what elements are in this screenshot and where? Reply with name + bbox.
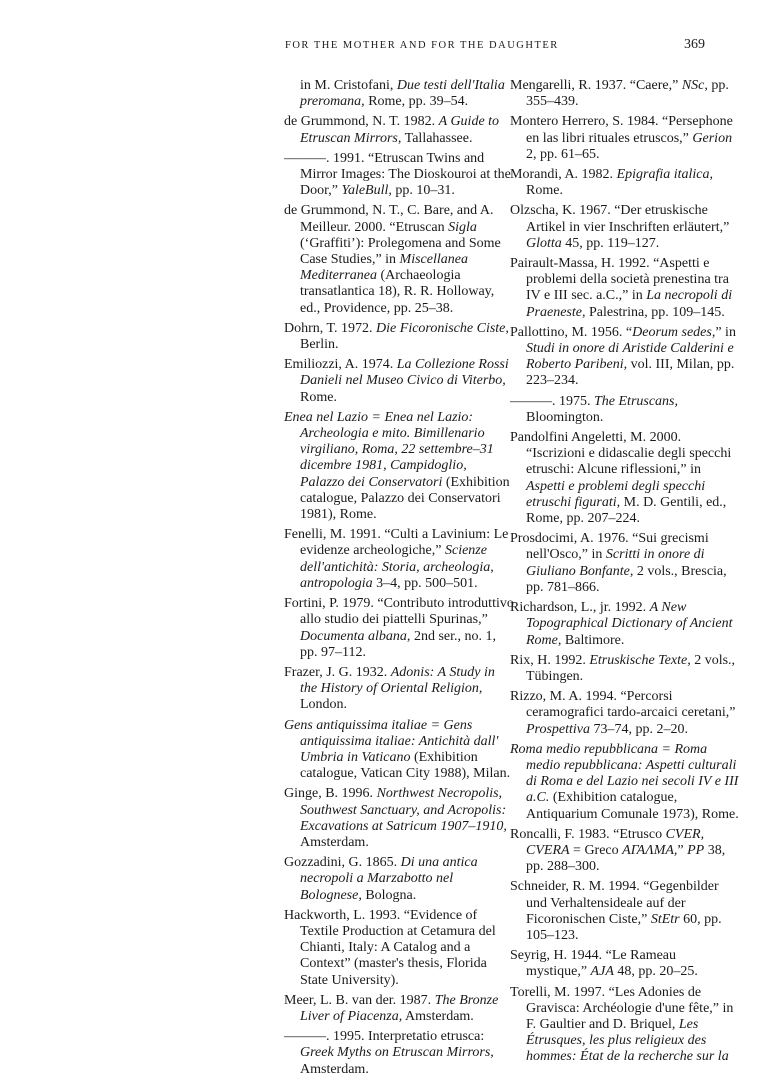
bibliography-entry (510, 256, 740, 321)
entry-text: Olzscha, K. 1967. “Der etruskische Artikel in vier Inschriften erläutert,” (510, 203, 730, 235)
entry-text: Pairault-Massa, H. 1992. “Aspetti e problemi della società prenestina tra IV e III sec. a.C.,” in (510, 256, 729, 304)
bibliography-entry (510, 430, 740, 527)
entry-text: Montero Herrero, S. 1984. “Persephone en las libri rituales etruscos,” (510, 114, 733, 146)
bibliography-entry (510, 827, 740, 876)
entry-text: Fenelli, M. 1991. “Culti a Lavinium: Le evidenze archeologiche,” (284, 527, 509, 559)
entry-title-italic: Di una antica necropoli a Marzabotto nel Bolognese, (300, 855, 478, 903)
entry-title-italic: Due testi dell'Italia preromana, (300, 78, 505, 110)
entry-text: Bloomington. (526, 409, 604, 425)
entry-text: Frazer, J. G. 1932. (284, 664, 391, 680)
entry-title-italic: CVER, CVERA (526, 826, 705, 858)
entry-text: Torelli, M. 1997. “Les Adonies de Gravisca: Archéologie d'une fête,” in F. Gaultier and D. Briquel, (510, 984, 734, 1032)
entry-text: Rome. (526, 183, 563, 199)
bibliography-entry (284, 993, 514, 1025)
entry-title-italic: Scienze dell'antichità: Storia, archeologia, antropologia (300, 543, 494, 591)
bibliography-entry (510, 689, 740, 738)
entry-text: Rix, H. 1992. (510, 652, 590, 668)
entry-text: 45, pp. 119–127. (561, 235, 660, 251)
entry-text: Schneider, R. M. 1994. “Gegenbilder und Verhaltensideale auf der Ficoronischen Ciste,” (510, 879, 719, 927)
entry-text: 3–4, pp. 500–501. (372, 575, 478, 591)
entry-title-italic: Glotta (526, 235, 562, 251)
entry-text: in M. Cristofani, (300, 78, 397, 93)
entry-text: Ginge, B. 1996. (284, 786, 377, 802)
entry-title-italic: StEtr (650, 911, 680, 927)
bibliography-entry (284, 203, 514, 316)
entry-text: Tallahassee. (401, 130, 473, 146)
entry-title-italic: Northwest Necropolis, Southwest Sanctuary, and Acropolis: Excavations at Satricum 1907–1910, (300, 786, 507, 834)
bibliography-entry (510, 985, 740, 1066)
entry-title-italic: Studi in onore di Aristide Calderini e Roberto Paribeni, (526, 341, 734, 373)
entry-text: 2nd ser., no. 1, pp. 97–112. (300, 628, 496, 660)
entry-text: (Archaeologia transatlantica 18), R. R. Holloway, ed., Providence, pp. 25–38. (300, 268, 495, 316)
bibliography-entry (510, 600, 740, 649)
entry-title-italic: A New Topographical Dictionary of Ancient Rome, (526, 600, 733, 648)
bibliography-entry (510, 879, 740, 944)
entry-title-italic: Scritti in onore di Giuliano Bonfante, (526, 547, 705, 579)
entry-text: Palestrina, pp. 109–145. (585, 304, 725, 320)
entry-title-italic: Prospettiva (526, 721, 591, 737)
entry-text: Mengarelli, R. 1937. “Caere,” (510, 78, 682, 93)
entry-title-italic: Etruskische Texte, (589, 652, 691, 668)
entry-text: ” in (715, 324, 736, 340)
page-number: 369 (684, 37, 705, 52)
entry-title-italic: Deorum sedes, (632, 324, 716, 340)
bibliography-entry (510, 203, 740, 252)
bibliography-entry (510, 653, 740, 685)
entry-title-italic: Miscellanea Mediterranea (300, 252, 468, 284)
entry-text: Roncalli, F. 1983. “Etrusco (510, 826, 666, 842)
entry-text: ———. 1975. (510, 393, 594, 409)
entry-title-italic: Sigla (448, 219, 477, 235)
running-head: FOR THE MOTHER AND FOR THE DAUGHTER (285, 40, 559, 51)
bibliography-entry (284, 786, 514, 851)
entry-text: Pallottino, M. 1956. “ (510, 324, 633, 340)
entry-text: Morandi, A. 1982. (510, 167, 617, 183)
entry-text: 48, pp. 20–25. (613, 964, 698, 980)
entry-title-italic: Roma medio repubblicana = Roma medio repubblicana: Aspetti culturali di Roma e del Lazio nei secoli IV e III a.C. (510, 741, 739, 806)
bibliography-entry (284, 114, 514, 146)
bibliography-entry (284, 1029, 514, 1078)
entry-text: Rome, pp. 39–54. (364, 94, 469, 110)
entry-title-italic: Enea nel Lazio = Enea nel Lazio: Archeologia e mito. Bimillenario virgiliano, Roma, 22 settembre–31 dicembre 1981, Campidoglio, Palazzo dei Conservatori (284, 409, 494, 490)
bibliography-entry (510, 78, 740, 110)
entry-text: (‘Graffiti’): Prolegomena and Some Case Studies,” in (300, 235, 501, 268)
bibliography-entry (284, 78, 514, 110)
bibliography-entry (284, 718, 514, 783)
entry-title-italic: NSc, (681, 78, 708, 93)
entry-text: Dohrn, T. 1972. (284, 320, 377, 336)
entry-text: Prosdocimi, A. 1976. “Sui grecismi nell'Osco,” in (510, 531, 709, 563)
bibliography-entry (284, 908, 514, 989)
bibliography-entry (510, 531, 740, 596)
entry-text: (Exhibition catalogue, Palazzo dei Conservatori 1981), Rome. (300, 474, 510, 523)
bibliography-entry (284, 410, 514, 523)
bibliography-entry (510, 114, 740, 163)
bibliography-column-right (510, 78, 740, 1070)
bibliography-entry (284, 596, 514, 661)
bibliography-entry (510, 948, 740, 980)
entry-text: Meer, L. B. van der. 1987. (284, 992, 435, 1008)
entry-title-italic: The Bronze Liver of Piacenza, (300, 992, 499, 1024)
bibliography-entry (284, 151, 514, 200)
entry-text: 2 vols., Brescia, pp. 781–866. (526, 563, 727, 595)
bibliography-entry (510, 167, 740, 199)
entry-title-italic: Greek Myths on Etruscan Mirrors, (300, 1045, 494, 1061)
entry-text: Rizzo, M. A. 1994. “Percorsi ceramografici tardo-arcaici ceretani,” (510, 689, 736, 721)
entry-text: London. (300, 697, 348, 713)
entry-title-italic: The Etruscans, (594, 393, 678, 409)
entry-title-italic: La necropoli di Praeneste, (526, 288, 733, 320)
entry-title-italic: La Collezione Rossi Danieli nel Museo Civico di Viterbo, (300, 357, 509, 389)
entry-text: de Grummond, N. T. 1982. (284, 114, 439, 130)
entry-text: 73–74, pp. 2–20. (590, 721, 689, 737)
entry-text: Berlin. (300, 337, 339, 353)
entry-text: 60, pp. 105–123. (526, 911, 722, 943)
entry-title-italic: Gerion (692, 130, 733, 146)
entry-title-italic: Aspetti e problemi degli specchi etruschi figurati, (526, 478, 706, 510)
bibliography-column-left (284, 78, 514, 1082)
entry-title-italic: AJA (590, 964, 614, 980)
bibliography-entry (284, 665, 514, 714)
entry-text: Amsterdam. (300, 834, 369, 850)
entry-text: 2 vols., Tübingen. (526, 652, 736, 684)
entry-title-italic: PP (687, 842, 705, 858)
entry-text: vol. III, Milan, pp. 223–234. (526, 357, 735, 389)
entry-text: Baltimore. (561, 632, 625, 648)
entry-title-italic: Epigrafia italica, (616, 167, 714, 183)
entry-text: Gozzadini, G. 1865. (284, 855, 401, 871)
entry-text: Amsterdam. (300, 1061, 369, 1077)
bibliography-entry (284, 527, 514, 592)
entry-text: = Greco (569, 842, 623, 858)
entry-text: Richardson, L., jr. 1992. (510, 600, 650, 616)
entry-text: ———. 1991. “Etruscan Twins and Mirror Images: The Dioskouroi at the Door,” (284, 150, 511, 199)
entry-text: 2, pp. 61–65. (526, 146, 600, 162)
bibliography-entry (510, 742, 740, 823)
bibliography-entry (510, 394, 740, 426)
entry-title-italic: Die Ficoronische Ciste, (376, 320, 509, 336)
bibliography-entry (284, 855, 514, 904)
entry-text: (Exhibition catalogue, Antiquarium Comunale 1973), Rome. (526, 790, 739, 822)
entry-text: Fortini, P. 1979. “Contributo introduttivo allo studio dei piattelli Spurinas,” (284, 596, 514, 628)
entry-text: pp. 355–439. (526, 78, 729, 110)
entry-title-italic: Gens antiquissima italiae = Gens antiquissima italiae: Antichità dall' Umbria in Vaticano (284, 717, 499, 765)
entry-text: Hackworth, L. 1993. “Evidence of Textile Production at Cetamura del Chianti, Italy: A Catalog and a Context” (master's thesis, Florida State University). (284, 907, 496, 988)
entry-text: M. D. Gentili, ed., Rome, pp. 207–224. (526, 494, 727, 527)
entry-title-italic: Adonis: A Study in the History of Oriental Religion, (300, 664, 495, 697)
entry-text: Bologna. (361, 887, 417, 903)
entry-text: pp. 10–31. (391, 183, 455, 199)
entry-title-italic: Les Étrusques, les plus religieux des hommes: État de la recherche sur la (526, 1016, 729, 1065)
bibliography-entry (510, 325, 740, 390)
entry-text: Amsterdam. (402, 1008, 474, 1024)
entry-title-italic: ΑΓΑΛΜΑ, (622, 842, 678, 858)
entry-text: 38, pp. 288–300. (526, 842, 726, 875)
entry-text: ” (677, 842, 688, 858)
entry-text: Seyrig, H. 1944. “Le Rameau mystique,” (510, 948, 677, 980)
entry-text: Emiliozzi, A. 1974. (284, 357, 397, 373)
entry-text: Pandolfini Angeletti, M. 2000. “Iscrizioni e didascalie degli specchi etruschi: Alcune riflessioni,” in (510, 430, 732, 478)
entry-text: Rome. (300, 389, 337, 405)
bibliography-entry (284, 357, 514, 406)
entry-title-italic: YaleBull, (341, 183, 392, 199)
bibliography-entry (284, 321, 514, 353)
entry-title-italic: A Guide to Etruscan Mirrors, (300, 114, 500, 146)
entry-text: ———. 1995. Interpretatio etrusca: (284, 1029, 485, 1045)
entry-text: de Grummond, N. T., C. Bare, and A. Meilleur. 2000. “Etruscan (284, 203, 494, 235)
entry-title-italic: Documenta albana, (300, 628, 411, 644)
entry-text: (Exhibition catalogue, Vatican City 1988), Milan. (300, 749, 511, 782)
